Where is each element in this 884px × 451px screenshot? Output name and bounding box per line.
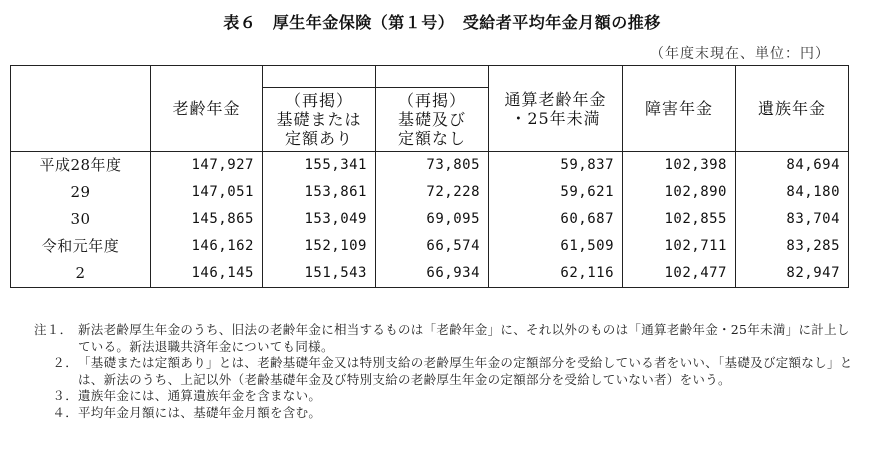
note-item <box>34 322 854 355</box>
row-year: 2 <box>11 260 151 288</box>
table-row <box>11 233 849 260</box>
cell-disability: 102,398 <box>623 152 736 180</box>
header-survivor: 遺族年金 <box>736 66 849 152</box>
cell-tsusan: 59,621 <box>489 179 623 206</box>
note-number: ３． <box>52 388 78 403</box>
header-disability: 障害年金 <box>623 66 736 152</box>
cell-tsusan: 62,116 <box>489 260 623 288</box>
header-repost-fixed: （再掲） 基礎または 定額あり <box>263 88 376 152</box>
cell-old-age: 146,162 <box>151 233 263 260</box>
table-row <box>11 206 849 233</box>
cell-survivor: 84,694 <box>736 152 849 180</box>
cell-survivor: 82,947 <box>736 260 849 288</box>
cell-disability: 102,855 <box>623 206 736 233</box>
header-old-age: 老齢年金 <box>151 66 263 152</box>
note-text: 新法老齢厚生年金のうち、旧法の老齢年金に相当するものは「老齢年金」に、それ以外のものは「通算老齢年金・25年未満」に計上している。新法退職共済年金についても同様。 <box>78 322 850 354</box>
row-year: 令和元年度 <box>11 233 151 260</box>
cell-no-fixed: 66,574 <box>376 233 489 260</box>
cell-old-age: 147,927 <box>151 152 263 180</box>
notes <box>34 322 854 421</box>
header-spacer-fixed <box>263 66 376 88</box>
note-text: 遺族年金には、通算遺族年金を含まない。 <box>78 388 322 403</box>
note-text: 平均年金月額には、基礎年金月額を含む。 <box>78 404 322 420</box>
header-spacer-no-fixed <box>376 66 489 88</box>
table-row <box>11 179 849 206</box>
row-year: 29 <box>11 179 151 206</box>
cell-tsusan: 60,687 <box>489 206 623 233</box>
note-item <box>34 355 854 388</box>
cell-survivor: 83,285 <box>736 233 849 260</box>
note-number: ２． <box>52 355 78 370</box>
table-row <box>11 152 849 180</box>
note-text: 「基礎または定額あり」とは、老齢基礎年金又は特別支給の老齢厚生年金の定額部分を受給している者をいい、「基礎及び定額なし」とは、新法のうち、上記以外（老齢基礎年金及び特別支給の老齢厚生年金の定額部分を受給していない者）をいう。 <box>78 355 853 387</box>
cell-no-fixed: 72,228 <box>376 179 489 206</box>
header-repost-no-fixed: （再掲） 基礎及び 定額なし <box>376 88 489 152</box>
cell-no-fixed: 73,805 <box>376 152 489 180</box>
cell-fixed: 153,861 <box>263 179 376 206</box>
header-tsusan: 通算老齢年金 ・25年未満 <box>489 66 623 152</box>
cell-disability: 102,477 <box>623 260 736 288</box>
note-number: ４． <box>52 404 78 420</box>
note-item <box>34 388 854 405</box>
cell-no-fixed: 69,095 <box>376 206 489 233</box>
cell-survivor: 84,180 <box>736 179 849 206</box>
cell-disability: 102,711 <box>623 233 736 260</box>
header-year <box>11 66 151 152</box>
table-title: 表６ 厚生年金保険（第１号） 受給者平均年金月額の推移 <box>223 13 661 32</box>
row-year: 30 <box>11 206 151 233</box>
cell-old-age: 145,865 <box>151 206 263 233</box>
note-item <box>34 405 854 422</box>
cell-fixed: 152,109 <box>263 233 376 260</box>
cell-fixed: 155,341 <box>263 152 376 180</box>
cell-fixed: 151,543 <box>263 260 376 288</box>
unit-label: （年度末現在、単位：円） <box>650 46 830 62</box>
cell-survivor: 83,704 <box>736 206 849 233</box>
table-row <box>11 260 849 288</box>
cell-disability: 102,890 <box>623 179 736 206</box>
cell-no-fixed: 66,934 <box>376 260 489 288</box>
note-number: 注１． <box>34 322 73 337</box>
pension-table <box>10 65 849 288</box>
cell-old-age: 147,051 <box>151 179 263 206</box>
cell-old-age: 146,145 <box>151 260 263 288</box>
cell-tsusan: 61,509 <box>489 233 623 260</box>
cell-tsusan: 59,837 <box>489 152 623 180</box>
row-year: 平成28年度 <box>11 152 151 180</box>
cell-fixed: 153,049 <box>263 206 376 233</box>
